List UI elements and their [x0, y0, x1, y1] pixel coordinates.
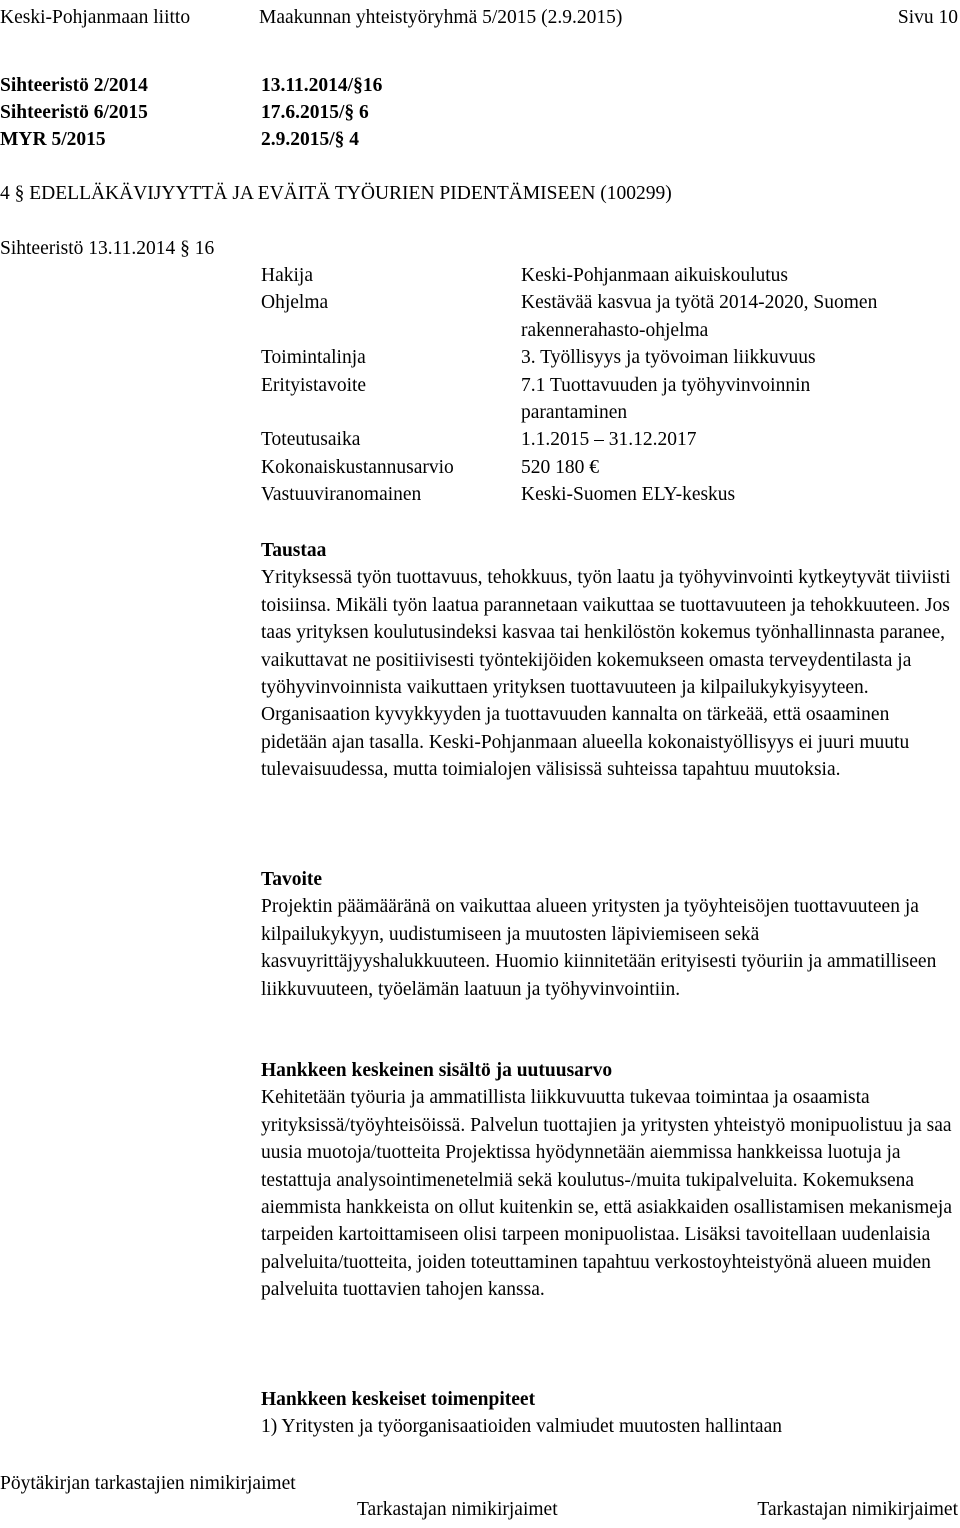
detail-label: Toteutusaika [261, 429, 361, 451]
detail-label: Vastuuviranomainen [261, 484, 422, 506]
ref-label: Sihteeristö 2/2014 [0, 75, 148, 96]
detail-value: 520 180 € [521, 456, 599, 478]
section-actions [261, 1386, 960, 1441]
ref-value: 13.11.2014/§16 [261, 75, 383, 96]
ref-label: MYR 5/2015 [0, 129, 106, 150]
item-title: 4 § EDELLÄKÄVIJYYTTÄ JA EVÄITÄ TYÖURIEN PIDENTÄMISEEN (100299) [0, 183, 672, 204]
section-title: Hankkeen keskeinen sisältö ja uutuusarvo [261, 1060, 613, 1081]
detail-value: Keski-Pohjanmaan aikuiskoulutus [521, 265, 789, 286]
section-content [261, 1057, 960, 1304]
detail-value: 3. Työllisyys ja työvoiman liikkuvuus [521, 347, 816, 369]
section-title: Taustaa [261, 540, 327, 561]
detail-row [261, 289, 960, 344]
detail-label: Kokonaiskustannusarvio [261, 456, 454, 478]
detail-label: Hakija [261, 265, 313, 286]
footer-minutes-checkers: Pöytäkirjan tarkastajien nimikirjaimet [0, 1473, 296, 1494]
detail-label: Toimintalinja [261, 347, 366, 369]
project-details-table [261, 262, 960, 509]
detail-row [261, 426, 960, 453]
section-goal [261, 866, 953, 1003]
ref-value: 17.6.2015/§ 6 [261, 102, 369, 123]
detail-row [261, 262, 960, 289]
section-text: Kehitetään työuria ja ammatillista liikkuvuutta tukevaa toimintaa ja osaamista yrityksissä/työyhteisöissä. Palvelun tuottajien ja yritysten yhteistyö monipuolistuu ja saa uusia muotoja/tuotteita Projektissa hyödynnetään aiemmissa hankkeissa luotuja ja testattuja analysointimenetelmiä sekä koulutus-/muita tukipalveluita. Kokemuksena aiemmista hankkeista on ollut kuitenkin se, että asiakkaiden osallistamisen mekanismeja tarpeiden kartoittamiseen olisi tarpeen monipuolistaa. Lisäksi tavoitellaan uudenlaisia palveluita/tuotteita, joiden toteuttaminen tapahtuu verkostoyhteistyönä alueen muiden palveluita tuottavien tahojen kanssa. [261, 1087, 952, 1301]
section-title: Hankkeen keskeiset toimenpiteet [261, 1389, 536, 1410]
header-org: Keski-Pohjanmaan liitto [0, 7, 191, 28]
header-page-number: Sivu 10 [897, 7, 958, 28]
detail-row [261, 344, 960, 371]
detail-label: Erityistavoite [261, 374, 367, 396]
detail-label: Ohjelma [261, 292, 329, 314]
footer-checker-2: Tarkastajan nimikirjaimet [757, 1499, 958, 1520]
header-doc: Maakunnan yhteistyöryhmä 5/2015 (2.9.2015) [259, 7, 623, 28]
detail-value: Kestävää kasvua ja työtä 2014-2020, Suomen rakennerahasto-ohjelma [521, 292, 878, 341]
section-title: Tavoite [261, 869, 323, 890]
ref-label: Sihteeristö 6/2015 [0, 102, 148, 123]
ref-row [0, 126, 106, 153]
section-text: 1) Yritysten ja työorganisaatioiden valmiudet muutosten hallintaan [261, 1416, 782, 1438]
ref-row [0, 72, 148, 99]
section-text: Yrityksessä työn tuottavuus, tehokkuus, työn laatu ja työhyvinvointi kytkeytyvät tiiviisti toisiinsa. Mikäli työn laatua parannetaan vaikuttaa se tuottavuuteen ja tehokkuuteen. Jos taas yrityksen koulutusindeksi kasvaa tai henkilöstön kokemus työnhallinnasta paranee, vaikuttavat ne positiivisesti työntekijöiden kokemukseen omasta terveydentilasta ja työhyvinvoinnista vaikuttaen yrityksen tuottavuuteen ja kilpailukykyisyyteen. Organisaation kyvykkyyden ja tuottavuuden kannalta on tärkeää, että osaaminen pidetään ajan tasalla. Keski-Pohjanmaan alueella kokonaistyöllisyys ei juuri muutu tulevaisuudessa, mutta toimialojen välisissä suhteissa tapahtuu muutoksia. [261, 567, 951, 781]
secretariat-line: Sihteeristö 13.11.2014 § 16 [0, 238, 215, 259]
detail-row [261, 481, 960, 508]
section-text: Projektin päämääränä on vaikuttaa alueen yritysten ja työyhteisöjen tuottavuuteen ja kilpailukykyyn, uudistumiseen ja muutosten läpiviemiseen sekä kasvuyrittäjyyshalukkuuteen. Huomio kiinnitetään erityisesti työuriin ja ammatilliseen liikkuvuuteen, työelämän laatuun ja työhyvinvointiin. [261, 896, 937, 1000]
footer-checker-1: Tarkastajan nimikirjaimet [357, 1499, 558, 1520]
detail-value: 1.1.2015 – 31.12.2017 [521, 429, 697, 451]
detail-value: Keski-Suomen ELY-keskus [521, 484, 736, 506]
detail-row [261, 454, 960, 481]
ref-row [0, 99, 148, 126]
section-background [261, 537, 953, 784]
detail-row [261, 372, 960, 427]
ref-value: 2.9.2015/§ 4 [261, 129, 360, 150]
detail-value: 7.1 Tuottavuuden ja työhyvinvoinnin parantaminen [521, 374, 811, 424]
